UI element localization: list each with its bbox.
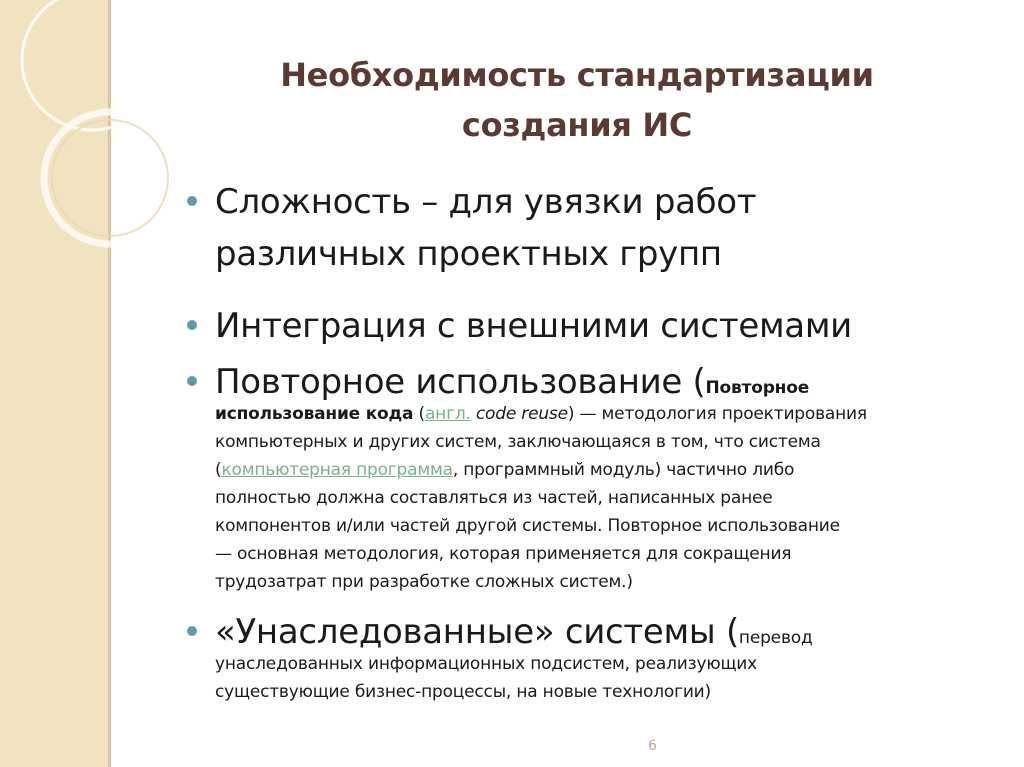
bullet-4-line-2: унаследованных информационных подсистем, реализующих xyxy=(215,654,757,674)
link-computer-program[interactable]: компьютерная программа xyxy=(221,460,453,480)
bullet-4-small-tail: перевод xyxy=(738,628,813,648)
bullet-3-line-4-open: ( xyxy=(215,460,222,480)
bullet-item-legacy xyxy=(185,606,985,706)
bullet-2-text: Интеграция с внешними системами xyxy=(215,306,852,346)
bullet-3-line-4-rest: , программный модуль) частично либо xyxy=(452,460,795,480)
bullet-dot-icon xyxy=(187,626,197,636)
bullet-item-integration xyxy=(185,300,985,356)
bullet-3-line-3: компьютерных и других систем, заключающаяся в том, что система xyxy=(215,432,821,452)
bullet-list xyxy=(185,176,985,706)
bullet-item-complexity xyxy=(185,176,985,300)
bullet-4-lead: «Унаследованные» системы ( xyxy=(215,612,739,652)
bullet-3-detail xyxy=(215,400,985,596)
bullet-dot-icon xyxy=(187,320,197,330)
bullet-1-line-1: Сложность – для увязки работ xyxy=(215,182,757,222)
bullet-4-detail xyxy=(215,650,985,706)
title-line-1: Необходимость стандартизации xyxy=(280,56,874,94)
bullet-3-lead: Повторное использование ( xyxy=(215,362,706,402)
link-angl[interactable]: англ. xyxy=(424,404,471,424)
decor-circle-top xyxy=(22,0,162,130)
bullet-3-line-6: компонентов и/или частей другой системы. Повторное использование xyxy=(215,516,840,536)
decor-circle-inner xyxy=(52,120,168,236)
bullet-dot-icon xyxy=(187,376,197,386)
bullet-item-reuse xyxy=(185,356,985,606)
decor-circle-bottom xyxy=(44,112,176,244)
slide-title xyxy=(262,50,892,150)
title-line-2: создания ИС xyxy=(461,106,693,144)
bullet-3-line-4 xyxy=(215,456,985,484)
bullet-4-line-3: существующие бизнес-процессы, на новые технологии) xyxy=(215,682,711,702)
bullet-3-code-reuse: code reuse xyxy=(470,404,568,424)
bullet-3-after-code: ) — методология проектирования xyxy=(567,404,867,424)
bullet-3-line-8: трудозатрат при разработке сложных систем.) xyxy=(215,572,633,592)
bullet-3-paren-open: ( xyxy=(413,404,425,424)
bullet-3-bold-1: Повторное xyxy=(705,378,810,398)
bullet-1-line-2: различных проектных групп xyxy=(215,234,722,274)
bullet-3-line-5: полностью должна составляться из частей, написанных ранее xyxy=(215,488,773,508)
bullet-dot-icon xyxy=(187,196,197,206)
bullet-3-line-7: — основная методология, которая применяется для сокращения xyxy=(215,544,792,564)
bullet-3-bold-2: использование кода xyxy=(215,404,414,424)
bullet-3-line-2 xyxy=(215,400,985,428)
page-number: 6 xyxy=(648,738,657,754)
